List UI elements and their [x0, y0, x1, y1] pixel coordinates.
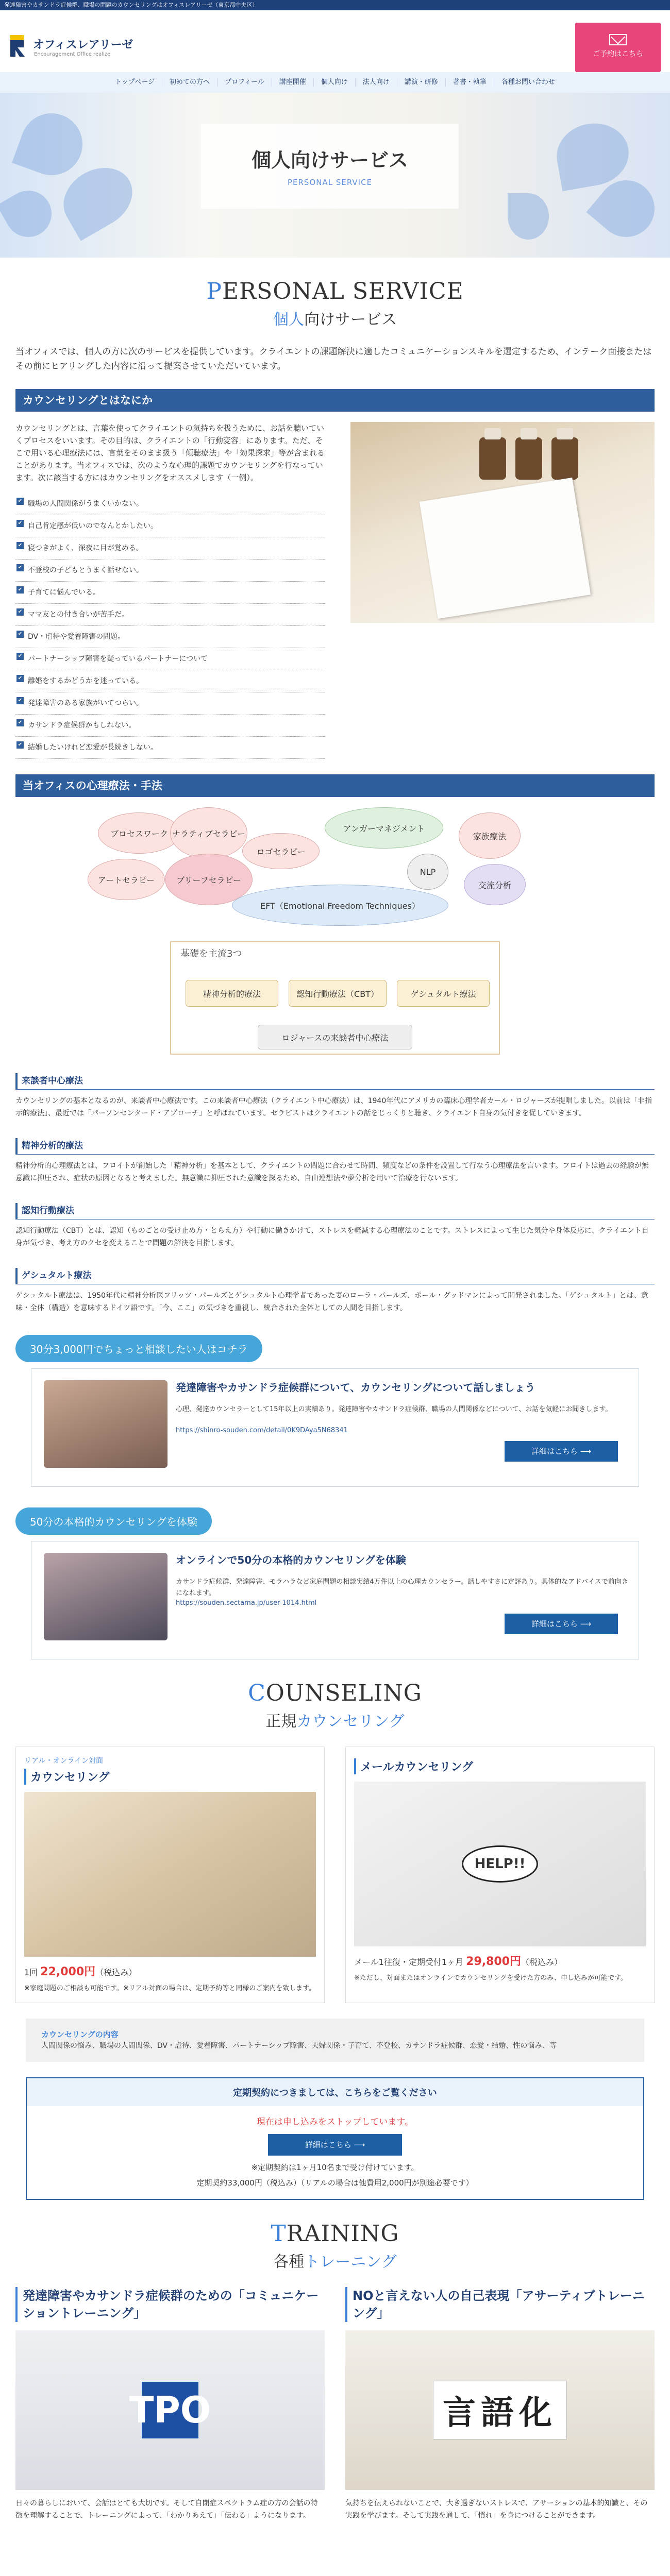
- contract-box: [26, 2077, 644, 2200]
- methods-diagram: [77, 807, 593, 1055]
- method-title: 精神分析的療法: [15, 1138, 655, 1155]
- counsel-photo: [350, 422, 655, 623]
- check-item: ✔ 離婚をするかどうかを迷っている。: [15, 670, 325, 692]
- nav-item[interactable]: 講座開催: [272, 78, 313, 87]
- check-item: ✔ 自己肯定感が低いのでなんとかしたい。: [15, 515, 325, 537]
- counselor-photo: [44, 1553, 167, 1640]
- nav-item[interactable]: プロフィール: [217, 78, 272, 87]
- card-photo: HELP!!: [354, 1782, 646, 1946]
- logo-name[interactable]: オフィスレアリーゼ: [33, 39, 133, 52]
- promo-tag: [15, 1335, 655, 1362]
- training-card: [15, 2287, 325, 2522]
- method-text: カウンセリングの基本となるのが、来談者中心療法です。この来談者中心療法（クライエント中心療法）は、1940年代にアメリカの臨床心理学者カール・ロジャーズが提唱しました。以前は「非指示的療法」、最近では「パーソンセンタード・アプローチ」と呼ばれています。セラピストはクライエントの話をじっくりと聴き、クライエント自身の気付きを促していきます。: [15, 1097, 652, 1117]
- training-photo: [345, 2330, 655, 2490]
- check-item: ✔ 発達障害のある家族がいてつらい。: [15, 692, 325, 715]
- logo-subtitle: Encouragement Office realize: [34, 52, 111, 57]
- nav-item[interactable]: 各種お問い合わせ: [494, 78, 562, 87]
- bubble: ナラティブセラピー: [170, 807, 247, 859]
- heading-en: ERSONAL SERVICE: [222, 278, 464, 304]
- contract-line: ※定期契約は1ヶ月10名まで受け付けています。: [251, 2163, 419, 2172]
- card-sub: リアル・オンライン対面: [24, 1757, 104, 1765]
- training-card: [345, 2287, 655, 2522]
- intro-text: 当オフィスでは、個人の方に次のサービスを提供しています。クライエントの課題解決に適したコミュニケーションスキルを選定するため、インテーク面接またはその前にヒアリングした内容に沿って提案させていただいています。: [15, 347, 652, 371]
- nav-item[interactable]: 講演・研修: [397, 78, 445, 87]
- method-block: [15, 1268, 655, 1314]
- mail-icon: [609, 34, 627, 45]
- training-desc: 日々の暮らしにおいて、会話はとても大切です。そして自閉症スペクトラム症の方の会話の特徴を理解することで、トレーニングによって、「わかりあえて」「伝わる」ようになります。: [15, 2499, 318, 2520]
- promo-tag-label: 50分の本格的カウンセリングを体験: [15, 1507, 212, 1535]
- promo-url[interactable]: https://souden.sectama.jp/user-1014.html: [176, 1599, 317, 1607]
- promo-desc: 心理、発達カウンセラーとして15年以上の実績あり。発達障害やカサンドラ症候群、職場の人間関係などについて、お話を気軽にお聞きします。: [176, 1405, 612, 1413]
- personal-heading: [0, 278, 670, 329]
- hero-banner: [0, 93, 670, 258]
- bubble: NLP: [407, 854, 448, 890]
- promo-url[interactable]: https://shinro-souden.com/detail/0K9DAya5N68341: [176, 1427, 348, 1434]
- box-text: 人間関係の悩み、職場の人間関係、DV・虐待、愛着障害、パートナーシップ障害、夫婦関係・子育て、不登校、カサンドラ症候群、恋愛・結婚、性の悩み、等: [41, 2042, 557, 2050]
- arrow-right-icon: ⟶: [354, 2140, 365, 2149]
- method-bar: 当オフィスの心理療法・手法: [15, 774, 655, 797]
- promo-detail-button[interactable]: [505, 1441, 618, 1462]
- heading-initial: C: [248, 1680, 266, 1706]
- hero-title-box: [201, 124, 459, 209]
- check-item: ✔ ママ友との付き合いが苦手だ。: [15, 604, 325, 626]
- card-price: 1回 22,000円（税込み）: [24, 1965, 137, 1978]
- check-item: ✔ 職場の人間関係がうまくいかない。: [15, 493, 325, 515]
- method-title: 認知行動療法: [15, 1203, 655, 1219]
- counseling-cards: [15, 1747, 655, 2003]
- contract-line: 定期契約33,000円（税込み）（リアルの場合は他費用2,000円が別途必要です）: [196, 2178, 474, 2188]
- checklist: [15, 493, 325, 759]
- method-title: ゲシュタルト療法: [15, 1268, 655, 1284]
- check-item: ✔ カサンドラ症候群かもしれない。: [15, 715, 325, 737]
- method-text: 認知行動療法（CBT）とは、認知（ものごとの受け止め方・とらえ方）や行動に働きかけて、ストレスを軽減する心理療法のことです。ストレスによって生じた気分や身体反応に、クライエント自身が気づき、考え方のクセを変えることで問題の解決を目指します。: [15, 1227, 649, 1247]
- base-title: 基礎を主流3つ: [180, 948, 242, 959]
- training-photo: [15, 2330, 325, 2490]
- nav-item[interactable]: 著書・執筆: [445, 78, 494, 87]
- btn-label: 詳細はこちら: [531, 1619, 578, 1629]
- nav-item[interactable]: 個人向け: [313, 78, 355, 87]
- bubble: ロゴセラピー: [242, 833, 320, 869]
- counsel-section: [15, 422, 655, 759]
- promo-desc: カサンドラ症候群、発達障害、モラハラなど家庭問題の相談実績4万件以上の心理カウンセラー。話しやすさに定評あり。具体的なアドバイスで前向きになれます。: [176, 1578, 628, 1597]
- training-desc: 気持ちを伝えられないことで、大き過ぎないストレスで、アサーションの基本的知識と、その実践を学びます。そして実践を通して、「慣れ」を身につけることができます。: [345, 2499, 648, 2520]
- nav-item[interactable]: トップページ: [115, 78, 155, 86]
- training-img-text: 言語化: [433, 2381, 567, 2439]
- bubble: アンガーマネジメント: [325, 807, 443, 849]
- training-heading: [0, 2221, 670, 2272]
- contract-head: 定期契約につきましては、こちらをご覧ください: [27, 2078, 643, 2106]
- heading-ja: 各種: [273, 2253, 305, 2271]
- promo-detail-button[interactable]: [505, 1614, 618, 1634]
- main-method: 認知行動療法（CBT）: [289, 980, 387, 1007]
- promo-title[interactable]: オンラインで50分の本格的カウンセリングを体験: [176, 1554, 406, 1566]
- bubble: EFT（Emotional Freedom Techniques）: [232, 885, 448, 926]
- bubble: 家族療法: [459, 812, 521, 859]
- counseling-heading: [0, 1680, 670, 1731]
- counsel-bar: カウンセリングとはなにか: [15, 389, 655, 412]
- promo-card: [31, 1541, 639, 1659]
- bubble: アートセラピー: [88, 859, 165, 900]
- card-price: メール1往復・定期受付1ヶ月 29,800円（税込み）: [354, 1955, 563, 1968]
- service-card: [15, 1747, 325, 2003]
- bubble: 交流分析: [464, 864, 526, 905]
- top-strip: 発達障害やカサンドラ症候群、職場の問題のカウンセリングはオフィスレアリーゼ（東京都中央区）: [0, 0, 670, 10]
- method-block: [15, 1073, 655, 1120]
- main-method: 精神分析的療法: [186, 980, 278, 1007]
- main-method: ゲシュタルト療法: [397, 980, 490, 1007]
- hero-subtitle: PERSONAL SERVICE: [287, 178, 373, 187]
- card-photo: [24, 1792, 316, 1957]
- check-item: ✔ 不登校の子どもとうまく話せない。: [15, 560, 325, 582]
- card-note: ※ただし、対面またはオンラインでカウンセリングを受けた方のみ、申し込みが可能です。: [354, 1974, 627, 1982]
- heading-ja: 正規: [265, 1713, 297, 1731]
- method-block: [15, 1138, 655, 1184]
- contract-status: 現在は申し込みをストップしています。: [256, 2117, 414, 2127]
- training-img-text: TPO: [142, 2382, 198, 2438]
- check-item: ✔ DV・虐待や愛着障害の問題。: [15, 626, 325, 648]
- method-block: [15, 1203, 655, 1249]
- training-title[interactable]: NOと言えない人の自己表現「アサーティブトレーニング」: [345, 2287, 655, 2322]
- bubble: ブリーフセラピー: [165, 854, 253, 905]
- box-title: カウンセリングの内容: [41, 2030, 119, 2039]
- bubble: ブロセスワーク: [98, 812, 180, 854]
- check-item: ✔ 結婚したいけれど恋愛が長続きしない。: [15, 737, 325, 759]
- contact-button[interactable]: [575, 23, 661, 72]
- heading-initial: T: [271, 2221, 287, 2247]
- main-nav: [0, 72, 670, 93]
- contact-label: ご予約はこちら: [593, 50, 643, 58]
- counsel-text: カウンセリングとは、言葉を使ってクライエントの気持ちを扱うために、お話を聴いていくプロセスをいいます。その目的は、クライエントの「行動変容」にあります。ただ、そこで用いる心理療法には、言葉をそのまま扱う「傾聴療法」や「効果探求」等が含まれることがあります。当オフィスでは、次のような心理的課題でカウンセリングを行なっています。次に該当する方にはカウンセリングをオススメします（一例）。: [15, 423, 325, 482]
- check-item: ✔ パートナーシップ障害を疑っているパートナーについて: [15, 648, 325, 670]
- rogers-box: ロジャースの来談者中心療法: [258, 1025, 412, 1049]
- promo-card: [31, 1368, 639, 1487]
- heading-en: RAINING: [286, 2221, 399, 2247]
- training-cards: [15, 2287, 655, 2522]
- training-title[interactable]: 発達障害やカサンドラ症候群のための「コミュニケーショントレーニング」: [15, 2287, 325, 2322]
- arrow-right-icon: ⟶: [580, 1447, 592, 1456]
- counselor-photo: [44, 1380, 167, 1468]
- card-note: ※家庭問題のご相談も可能です。※リアル対面の場合は、定期予約等と同様のご案内を致します。: [24, 1985, 316, 1992]
- hero-title: 個人向けサービス: [251, 148, 408, 172]
- check-item: ✔ 寝つきがよく、深夜に目が覚める。: [15, 537, 325, 560]
- logo-icon[interactable]: [7, 34, 28, 58]
- promo-tag-label: 30分3,000円でちょっと相談したい人はコチラ: [15, 1335, 262, 1362]
- heading-ja-accent: トレーニング: [304, 2253, 397, 2271]
- heading-ja-accent: 個人: [273, 311, 304, 329]
- card-title: カウンセリング: [24, 1769, 316, 1785]
- site-header: [0, 10, 670, 62]
- contract-detail-button[interactable]: 詳細はこちら ⟶: [268, 2134, 402, 2156]
- method-title: 来談者中心療法: [15, 1073, 655, 1090]
- heading-ja: 向けサービス: [304, 311, 397, 329]
- counseling-content-box: [26, 2019, 644, 2062]
- service-card: [345, 1747, 655, 2003]
- arrow-right-icon: ⟶: [580, 1619, 592, 1629]
- promo-tag: [15, 1507, 655, 1535]
- method-text: 精神分析的心理療法とは、フロイトが創始した「精神分析」を基本として、クライエントの問題に合わせて時間、頻度などの条件を設置して行なう心理療法を言います。フロイトは過去の経験が無意識に抑圧され、症状の原因となると考えました。無意識に抑圧された意識を探るため、自由連想法や夢分析を用いて治療を行ないます。: [15, 1162, 649, 1182]
- nav-item[interactable]: 法人向け: [355, 78, 397, 87]
- promo-title[interactable]: 発達障害やカサンドラ症候群について、カウンセリングについて話しましょう: [176, 1381, 535, 1394]
- nav-item[interactable]: 初めての方へ: [162, 78, 217, 87]
- heading-ja-accent: カウンセリング: [296, 1713, 405, 1731]
- heading-initial: P: [206, 278, 222, 304]
- btn-label: 詳細はこちら: [531, 1447, 578, 1456]
- check-item: ✔ 子育てに悩んでいる。: [15, 582, 325, 604]
- heading-en: OUNSELING: [265, 1680, 422, 1706]
- method-text: ゲシュタルト療法は、1950年代に精神分析医フリッツ・パールズとゲシュタルト心理学者であった妻のローラ・パールズ、ポール・グッドマンによって開発されました。「ゲシュタルト」とは、意味・全体（構造）を意味するドイツ語です。「今、ここ」の気づきを重視し、統合された全体としての人間を目指します。: [15, 1292, 648, 1312]
- card-title: メールカウンセリング: [354, 1758, 646, 1774]
